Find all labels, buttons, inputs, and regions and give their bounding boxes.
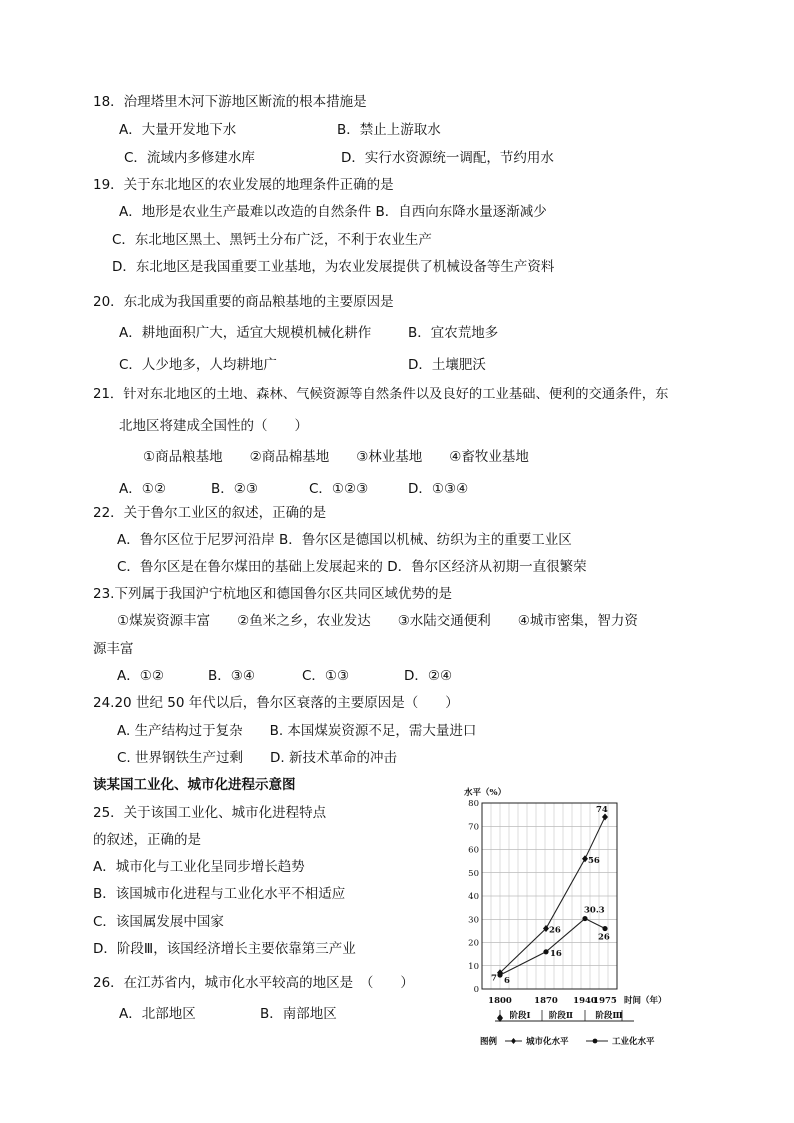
q21-option-a: A．①② (119, 481, 166, 497)
q26-stem: 26．在江苏省内，城市化水平较高的地区是 （ ） (93, 975, 414, 991)
x-tick-label: 1800 (488, 996, 512, 1006)
q18-option-c: C．流域内多修建水库 (124, 150, 255, 166)
x-tick-label: 1870 (534, 996, 558, 1006)
industrialization-data-label: 6 (504, 976, 510, 987)
q25-option-d: D．阶段Ⅲ，该国经济增长主要依靠第三产业 (93, 941, 356, 957)
industrialization-data-label: 16 (550, 948, 562, 959)
urbanization-data-label: 56 (588, 855, 600, 866)
urbanization-data-label: 26 (549, 925, 561, 936)
q23-option-d: D．②④ (404, 668, 453, 684)
q26-option-a: A．北部地区 (119, 1006, 196, 1022)
industrialization-data-label: 30.3 (584, 905, 605, 916)
industrialization-urbanization-chart (462, 783, 672, 1053)
q20-option-d: D．土壤肥沃 (408, 357, 486, 373)
q18-option-d: D．实行水资源统一调配，节约用水 (341, 150, 554, 166)
industrialization-point (543, 949, 548, 954)
q25-option-a: A．城市化与工业化呈同步增长趋势 (93, 859, 305, 875)
q18-option-a: A．大量开发地下水 (119, 122, 237, 138)
y-tick-label: 80 (468, 799, 479, 809)
q23-option-c: C．①③ (302, 668, 350, 684)
stage-label: 阶段Ⅰ (509, 1011, 531, 1021)
q25-stem-line1: 25．关于该国工业化、城市化进程特点 (93, 805, 327, 821)
stage-label: 阶段Ⅱ (548, 1011, 574, 1021)
legend-urbanization-marker (511, 1038, 516, 1044)
q23-option-b: B．③④ (208, 668, 255, 684)
q18-stem: 18．治理塔里木河下游地区断流的根本措施是 (93, 94, 367, 110)
q19-option-ab: A．地形是农业生产最难以改造的自然条件 B．自西向东降水量逐渐减少 (119, 204, 547, 220)
y-tick-label: 20 (468, 938, 479, 949)
q18-option-b: B．禁止上游取水 (337, 122, 441, 138)
y-tick-label: 70 (468, 822, 479, 833)
legend-industrialization-label: 工业化水平 (612, 1037, 655, 1047)
q22-option-cd: C．鲁尔区是在鲁尔煤田的基础上发展起来的 D．鲁尔区经济从初期一直很繁荣 (117, 559, 587, 575)
q25-option-c: C．该国属发展中国家 (93, 914, 224, 930)
q19-stem: 19．关于东北地区的农业发展的地理条件正确的是 (93, 177, 394, 193)
q20-option-c: C．人少地多，人均耕地广 (119, 357, 277, 373)
section-title: 读某国工业化、城市化进程示意图 (93, 777, 296, 793)
q21-items: ①商品粮基地 ②商品棉基地 ③林业基地 ④畜牧业基地 (143, 449, 529, 465)
legend-industrialization-marker (593, 1039, 598, 1044)
industrialization-point (602, 926, 607, 931)
q19-option-c: C．东北地区黑土、黑钙土分布广泛，不利于农业生产 (112, 232, 432, 248)
q22-stem: 22．关于鲁尔工业区的叙述，正确的是 (93, 505, 327, 521)
y-tick-label: 60 (468, 845, 479, 856)
q25-stem-line2: 的叙述，正确的是 (93, 832, 201, 848)
q24-stem: 24.20 世纪 50 年代以后，鲁尔区衰落的主要原因是（ ） (93, 695, 459, 711)
q24-option-cd: C. 世界钢铁生产过剩 D. 新技术革命的冲击 (117, 750, 397, 766)
y-tick-label: 0 (473, 985, 479, 995)
industrialization-data-label: 26 (598, 932, 610, 943)
y-tick-label: 40 (468, 892, 479, 902)
y-axis-label: 水平（%） (464, 788, 507, 798)
industrialization-point (497, 972, 502, 977)
q20-option-b: B．宜农荒地多 (408, 325, 499, 341)
q21-option-d: D．①③④ (408, 481, 469, 497)
x-tick-label: 1940 (573, 996, 597, 1006)
urbanization-data-label: 7 (491, 973, 497, 984)
y-tick-label: 10 (468, 961, 479, 972)
q24-option-ab: A. 生产结构过于复杂 B. 本国煤炭资源不足，需大量进口 (117, 723, 477, 739)
q21-option-c: C．①②③ (309, 481, 369, 497)
y-tick-label: 50 (468, 868, 479, 879)
urbanization-data-label: 74 (596, 804, 608, 815)
q21-option-b: B．②③ (211, 481, 258, 497)
q26-option-b: B．南部地区 (260, 1006, 337, 1022)
x-axis-label: 时间（年） (624, 996, 667, 1006)
stage-label: 阶段Ⅲ (595, 1011, 623, 1021)
q20-stem: 20．东北成为我国重要的商品粮基地的主要原因是 (93, 294, 394, 310)
q25-option-b: B．该国城市化进程与工业化水平不相适应 (93, 886, 346, 902)
q19-option-d: D．东北地区是我国重要工业基地，为农业发展提供了机械设备等生产资料 (112, 259, 555, 275)
x-tick-label: 1975 (593, 996, 617, 1006)
q23-option-a: A．①② (117, 668, 164, 684)
legend-urbanization-label: 城市化水平 (526, 1037, 569, 1047)
y-tick-label: 30 (468, 915, 479, 926)
legend-title: 图例 (480, 1037, 498, 1047)
q21-stem-line2: 北地区将建成全国性的（ ） (119, 418, 308, 434)
q22-option-ab: A．鲁尔区位于尼罗河沿岸 B．鲁尔区是德国以机械、纺织为主的重要工业区 (117, 532, 572, 548)
q21-stem-line1: 21．针对东北地区的土地、森林、气候资源等自然条件以及良好的工业基础、便利的交通条件，东 (93, 387, 669, 402)
industrialization-point (582, 916, 587, 921)
q23-stem: 23.下列属于我国沪宁杭地区和德国鲁尔区共同区域优势的是 (93, 586, 452, 602)
q20-option-a: A．耕地面积广大，适宜大规模机械化耕作 (119, 325, 372, 341)
q23-items-line2: 源丰富 (93, 641, 134, 657)
q23-items-line1: ①煤炭资源丰富 ②鱼米之乡，农业发达 ③水陆交通便利 ④城市密集，智力资 (117, 613, 638, 629)
